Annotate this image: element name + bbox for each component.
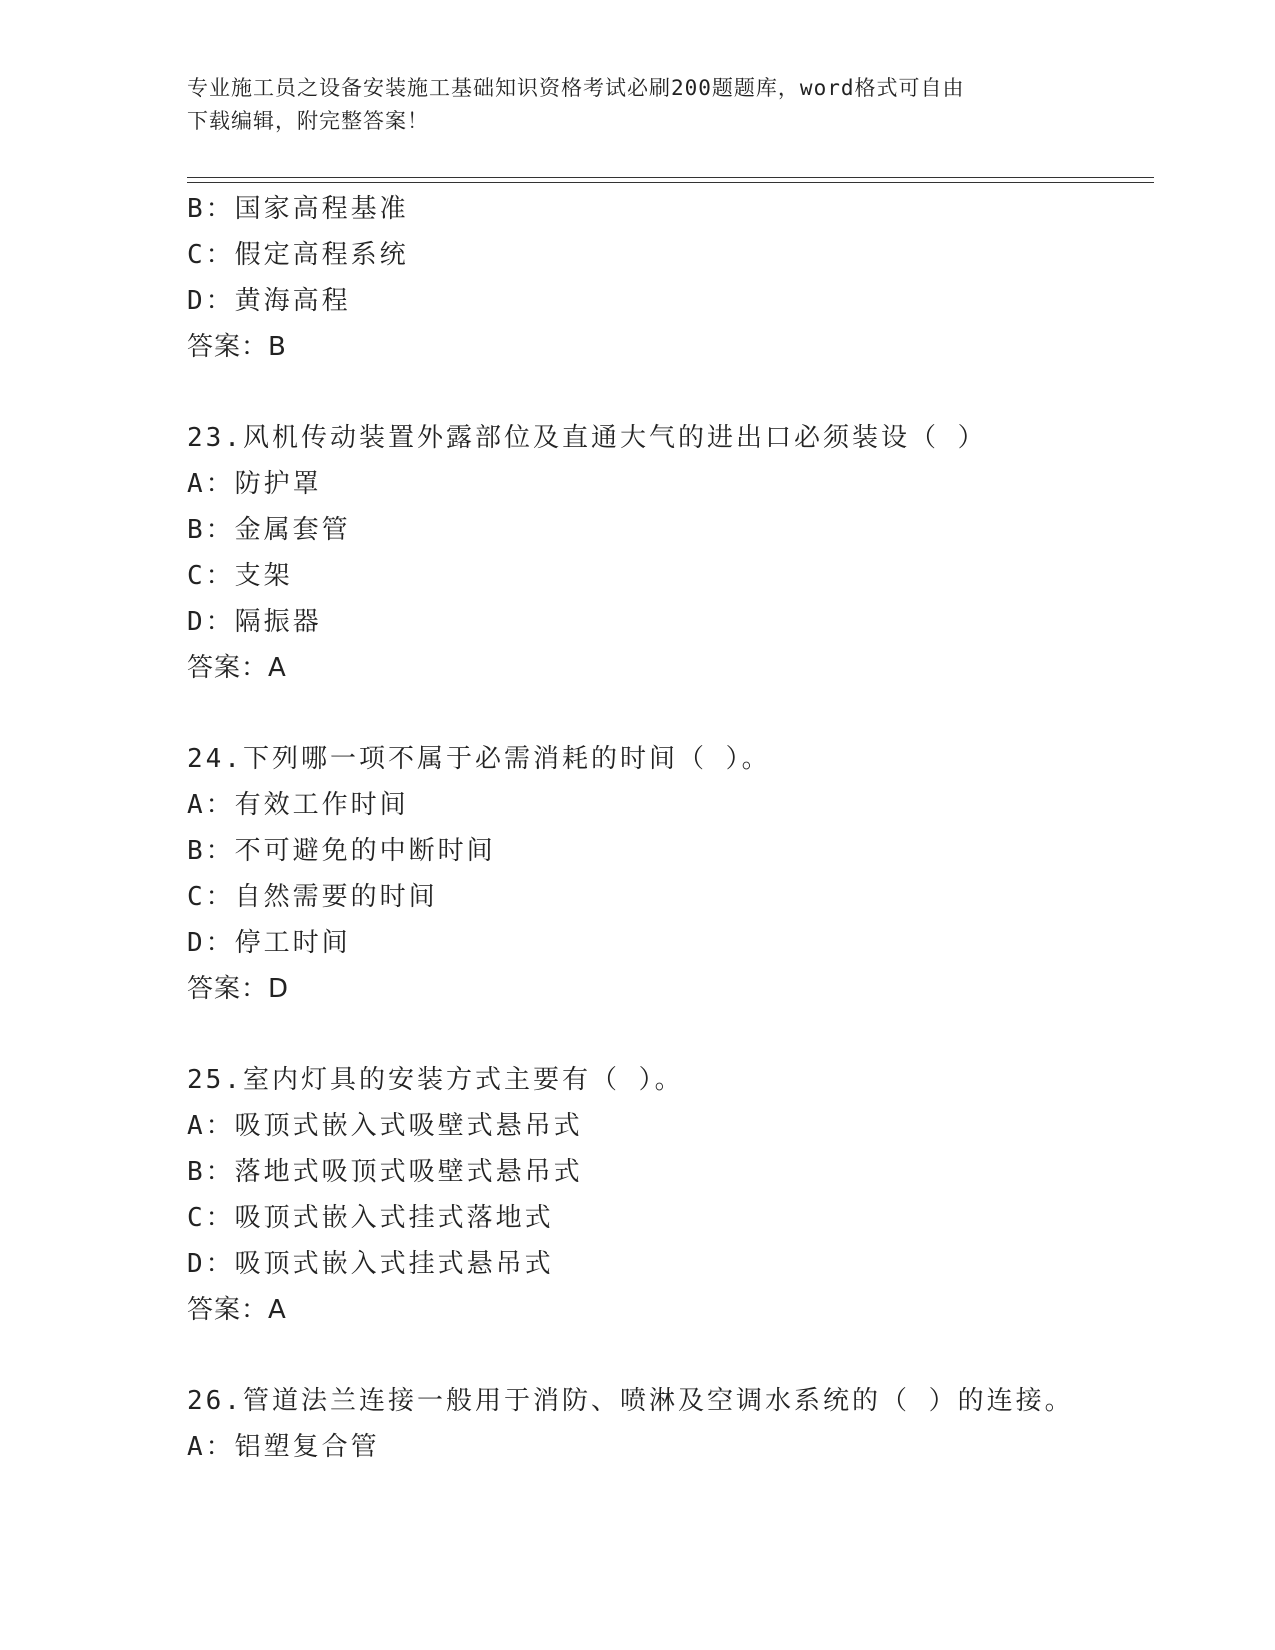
question-24-option-d: D：停工时间 [187,928,351,958]
question-23-option-a: A：防护罩 [187,469,322,499]
question-23 [187,415,1147,691]
question-22-option-b: B：国家高程基准 [187,194,409,224]
question-26-text: 26.管道法兰连接一般用于消防、喷淋及空调水系统的（ ）的连接。 [187,1386,1074,1416]
spacer [187,1333,1147,1378]
question-26-option-a: A：铝塑复合管 [187,1432,380,1462]
question-25-answer: 答案：A [187,1295,287,1325]
question-22-option-c: C：假定高程系统 [187,240,409,270]
question-22-continued [187,186,1147,370]
spacer [187,691,1147,736]
question-25-option-b: B：落地式吸顶式吸壁式悬吊式 [187,1157,583,1187]
header-line-1: 专业施工员之设备安装施工基础知识资格考试必刷200题题库，word格式可自由 [187,76,965,100]
spacer [187,370,1147,415]
question-25-option-d: D：吸顶式嵌入式挂式悬吊式 [187,1249,554,1279]
question-23-option-d: D：隔振器 [187,607,322,637]
question-list [187,186,1147,1470]
question-23-option-c: C：支架 [187,561,293,591]
question-25 [187,1057,1147,1333]
question-24-option-a: A：有效工作时间 [187,790,409,820]
question-23-option-b: B：金属套管 [187,515,351,545]
header-divider-top [187,177,1154,178]
question-23-text: 23.风机传动装置外露部位及直通大气的进出口必须装设（ ） [187,423,987,453]
question-25-option-c: C：吸顶式嵌入式挂式落地式 [187,1203,554,1233]
question-22-option-d: D：黄海高程 [187,286,351,316]
question-24 [187,736,1147,1012]
question-24-text: 24.下列哪一项不属于必需消耗的时间（ ）。 [187,744,771,774]
spacer [187,1012,1147,1057]
question-22-answer: 答案：B [187,332,287,362]
question-24-option-c: C：自然需要的时间 [187,882,438,912]
document-header [187,72,1067,138]
question-23-answer: 答案：A [187,653,287,683]
header-line-2: 下载编辑，附完整答案！ [187,109,429,133]
header-divider-bottom [187,182,1154,183]
question-26 [187,1378,1147,1470]
question-24-option-b: B：不可避免的中断时间 [187,836,496,866]
question-25-text: 25.室内灯具的安装方式主要有（ ）。 [187,1065,684,1095]
question-24-answer: 答案：D [187,974,290,1004]
question-25-option-a: A：吸顶式嵌入式吸壁式悬吊式 [187,1111,583,1141]
